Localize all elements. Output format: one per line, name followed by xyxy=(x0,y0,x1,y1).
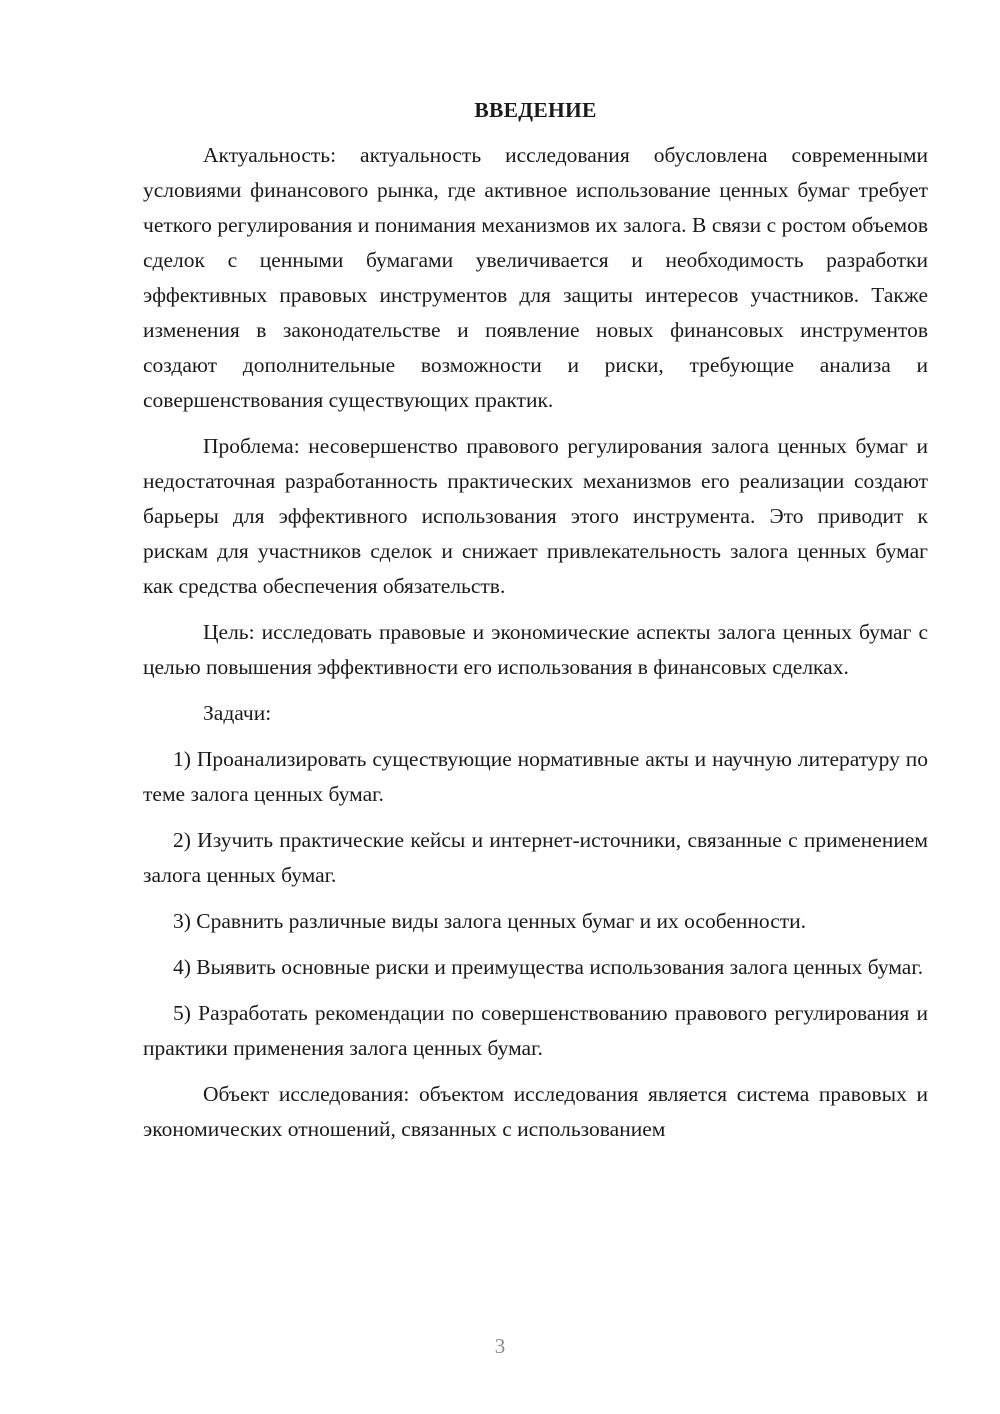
task-item: 3) Сравнить различные виды залога ценных бумаг и их особенности. xyxy=(173,909,807,933)
task-item: 2) Изучить практические кейсы и интернет-источники, связанные с применением залога ценных бумаг. xyxy=(143,828,928,887)
paragraph-object: Объект исследования: объектом исследования является система правовых и экономических отношений, связанных с использованием xyxy=(143,1082,928,1141)
page-number: 3 xyxy=(494,1334,506,1358)
paragraph-relevance: Актуальность: актуальность исследования обусловлена современными условиями финансового рынка, где активное использование ценных бумаг требует четкого регулирования и понимания механизмов их залога. В связи с ростом объемов сделок с ценными бумагами увеличивается и необходимость разработки эффективных правовых инструментов для защиты интересов участников. Также изменения в законодательстве и появление новых финансовых инструментов создают дополнительные возможности и риски, требующие анализа и совершенствования существующих практик. xyxy=(143,143,928,412)
paragraph-problem: Проблема: несовершенство правового регулирования залога ценных бумаг и недостаточная разработанность практических механизмов его реализации создают барьеры для эффективного использования этого инструмента. Это приводит к рискам для участников сделок и снижает привлекательность залога ценных бумаг как средства обеспечения обязательств. xyxy=(143,434,928,598)
task-item: 1) Проанализировать существующие нормативные акты и научную литературу по теме залога ценных бумаг. xyxy=(143,747,928,806)
tasks-heading: Задачи: xyxy=(203,701,272,725)
section-heading: ВВЕДЕНИЕ xyxy=(474,98,597,122)
paragraph-goal: Цель: исследовать правовые и экономические аспекты залога ценных бумаг с целью повышения эффективности его использования в финансовых сделках. xyxy=(143,620,928,679)
page-content xyxy=(143,93,928,1147)
task-item: 4) Выявить основные риски и преимущества использования залога ценных бумаг. xyxy=(173,955,924,979)
task-item: 5) Разработать рекомендации по совершенствованию правового регулирования и практики применения залога ценных бумаг. xyxy=(143,1001,928,1060)
